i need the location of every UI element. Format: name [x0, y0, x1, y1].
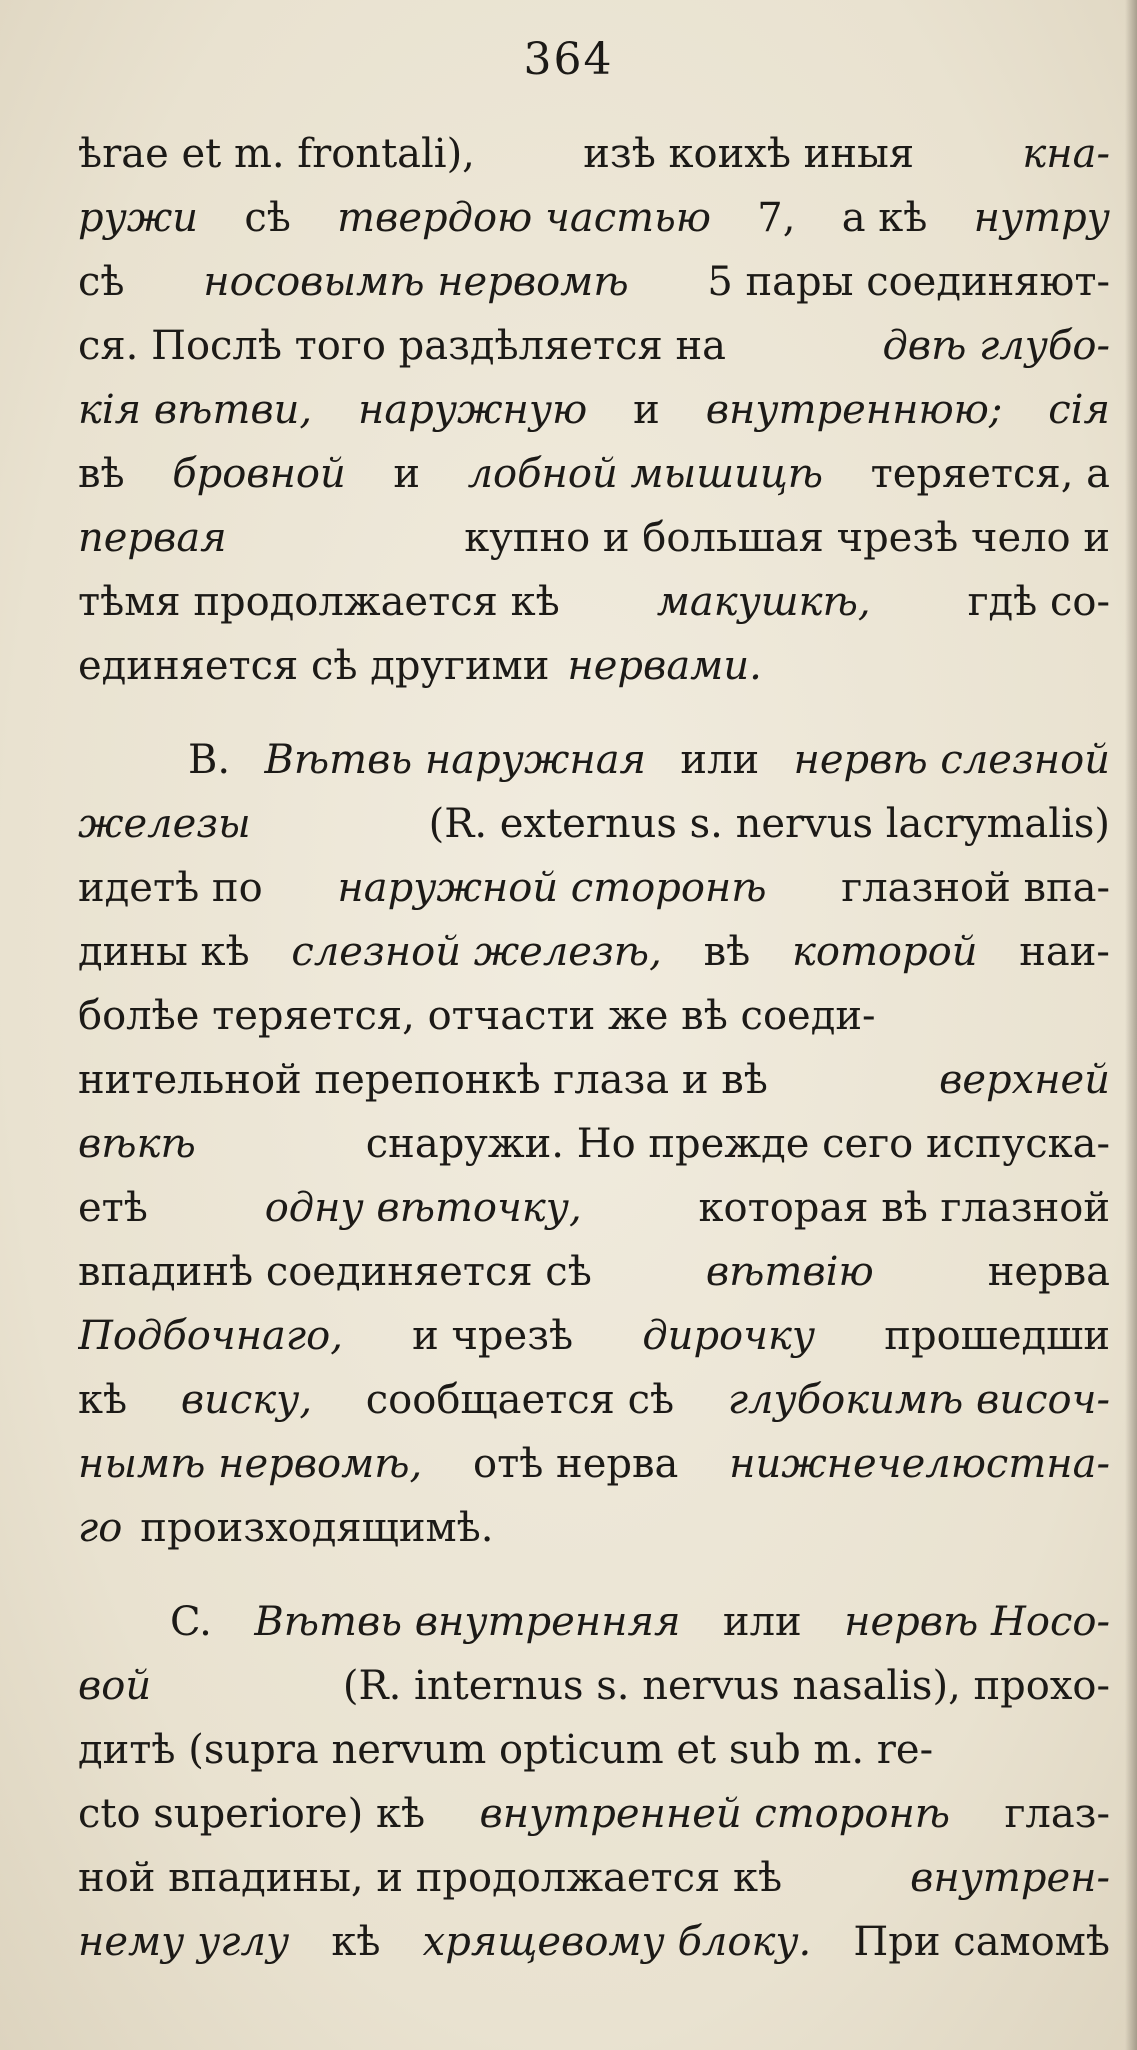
- text-run: ся. Послѣ того раздѣляется на: [78, 323, 726, 369]
- italic-term: бровной: [172, 451, 346, 497]
- italic-term: твердою частью: [337, 195, 712, 241]
- italic-term: нервѣ Носо-: [844, 1599, 1110, 1645]
- text-run: снаружи. Но прежде сего испуска-: [365, 1121, 1110, 1167]
- text-run: дитѣ (supra nervum opticum et sub m. re-: [78, 1727, 934, 1773]
- text-run: купно и большая чрезѣ чело и: [464, 515, 1110, 561]
- text-run: C.: [170, 1599, 212, 1645]
- text-run: единяется сѣ другими: [78, 643, 550, 689]
- italic-term: вѣкѣ: [78, 1121, 196, 1167]
- text-line: [78, 314, 1110, 378]
- text-line: [78, 442, 1110, 506]
- text-run: и: [633, 387, 660, 433]
- italic-term: нижнечелюстна-: [729, 1441, 1110, 1487]
- text-line: [78, 506, 1110, 570]
- italic-term: го: [78, 1505, 123, 1551]
- text-run: нерва: [987, 1249, 1110, 1295]
- italic-term: нутру: [973, 195, 1110, 241]
- italic-term: двѣ глубо-: [882, 323, 1110, 369]
- text-run: произходящимѣ.: [140, 1505, 494, 1551]
- text-line: [78, 792, 1110, 856]
- text-line: [78, 1112, 1110, 1176]
- text-run: глазной впа-: [841, 865, 1110, 911]
- text-line: [78, 378, 1110, 442]
- italic-term: носовымѣ нервомѣ: [203, 259, 629, 305]
- text-line: [78, 250, 1110, 314]
- italic-term: нервѣ слезной: [793, 737, 1110, 783]
- italic-term: наружную: [358, 387, 588, 433]
- text-line: [78, 984, 1110, 1048]
- text-run: глаз-: [1004, 1791, 1110, 1837]
- text-run: которая вѣ глазной: [698, 1185, 1110, 1231]
- italic-term: лобной мышицѣ: [467, 451, 824, 497]
- text-run: кѣ: [78, 1377, 128, 1423]
- text-line: [78, 186, 1110, 250]
- text-run: прошедши: [884, 1313, 1110, 1359]
- text-run: нительной перепонкѣ глаза и вѣ: [78, 1057, 768, 1103]
- text-run: наи-: [1019, 929, 1110, 975]
- text-line: [78, 1432, 1110, 1496]
- text-run: вѣ: [703, 929, 751, 975]
- text-run: впадинѣ соединяется сѣ: [78, 1249, 592, 1295]
- italic-term: сія: [1048, 387, 1110, 433]
- italic-term: виску,: [180, 1377, 313, 1423]
- text-run: сѣ: [244, 195, 291, 241]
- italic-term: Вѣтвь наружная: [264, 737, 647, 783]
- text-line: [78, 1176, 1110, 1240]
- italic-term: вѣтвію: [705, 1249, 874, 1295]
- page-number: 364: [523, 34, 614, 85]
- italic-term: дирочку: [642, 1313, 816, 1359]
- italic-term: которой: [792, 929, 978, 975]
- italic-term: Вѣтвь внутренняя: [254, 1599, 681, 1645]
- text-line: [78, 920, 1110, 984]
- text-run: и чрезѣ: [412, 1313, 574, 1359]
- italic-term: вой: [78, 1663, 152, 1709]
- italic-term: внутренней сторонѣ: [479, 1791, 951, 1837]
- italic-term: кія вѣтви,: [78, 387, 313, 433]
- italic-term: макушкѣ,: [656, 579, 871, 625]
- italic-term: наружной сторонѣ: [337, 865, 767, 911]
- italic-term: ружи: [78, 195, 199, 241]
- text-run: вѣ: [78, 451, 125, 497]
- text-run: отѣ нерва: [473, 1441, 679, 1487]
- text-run: тѣмя продолжается кѣ: [78, 579, 560, 625]
- text-run: 7,: [757, 195, 796, 241]
- italic-term: слезной железѣ,: [291, 929, 662, 975]
- page-edge-shadow: [1125, 0, 1137, 2050]
- text-run: сѣ: [78, 259, 125, 305]
- text-run: (R. externus s. nervus lacrymalis): [428, 801, 1110, 847]
- italic-term: глубокимѣ височ-: [727, 1377, 1110, 1423]
- text-line: [78, 1304, 1110, 1368]
- text-line: [78, 570, 1110, 634]
- text-run: ѣrae et m. frontali),: [78, 131, 475, 177]
- text-run: При самомѣ: [853, 1919, 1110, 1965]
- text-line: [78, 634, 1110, 698]
- text-run: или: [680, 737, 760, 783]
- text-run: теряется, а: [870, 451, 1110, 497]
- italic-term: первая: [78, 515, 227, 561]
- text-run: cto superiore) кѣ: [78, 1791, 426, 1837]
- text-run: (R. internus s. nervus nasalis), прохо-: [342, 1663, 1110, 1709]
- italic-term: нему углу: [78, 1919, 290, 1965]
- text-run: или: [722, 1599, 802, 1645]
- italic-term: верхней: [939, 1057, 1110, 1103]
- text-line: [78, 1782, 1110, 1846]
- text-run: изѣ коихѣ иныя: [583, 131, 915, 177]
- text-line: [78, 1496, 1110, 1560]
- italic-term: нервами.: [567, 643, 762, 689]
- italic-term: внутреннюю;: [705, 387, 1003, 433]
- text-line: [78, 1240, 1110, 1304]
- text-run: сообщается сѣ: [365, 1377, 675, 1423]
- text-run: ной впадины, и продолжается кѣ: [78, 1855, 783, 1901]
- text-line: [78, 122, 1110, 186]
- text-run: дины кѣ: [78, 929, 250, 975]
- italic-term: внутрен-: [910, 1855, 1110, 1901]
- italic-term: нымѣ нервомѣ,: [78, 1441, 423, 1487]
- text-run: гдѣ со-: [967, 579, 1110, 625]
- italic-term: хрящевому блоку.: [422, 1919, 812, 1965]
- text-run: 5 пары соединяют-: [707, 259, 1110, 305]
- text-run: болѣе теряется, отчасти же вѣ соеди-: [78, 993, 876, 1039]
- text-run: кѣ: [331, 1919, 381, 1965]
- text-line: [78, 1654, 1110, 1718]
- text-line: [78, 1048, 1110, 1112]
- italic-term: Подбочнаго,: [78, 1313, 343, 1359]
- text-line: [78, 728, 1110, 792]
- text-run: и: [393, 451, 421, 497]
- text-run: етѣ: [78, 1185, 148, 1231]
- text-line: [78, 1590, 1110, 1654]
- text-line: [78, 1910, 1110, 1974]
- text-line: [78, 1368, 1110, 1432]
- text-run: идетѣ по: [78, 865, 263, 911]
- text-line: [78, 856, 1110, 920]
- text-run: B.: [188, 737, 231, 783]
- italic-term: железы: [78, 801, 251, 847]
- italic-term: одну вѣточку,: [264, 1185, 582, 1231]
- text-run: а кѣ: [841, 195, 928, 241]
- italic-term: кна-: [1022, 131, 1110, 177]
- body-text: [78, 122, 1110, 1974]
- text-line: [78, 1846, 1110, 1910]
- text-line: [78, 1718, 1110, 1782]
